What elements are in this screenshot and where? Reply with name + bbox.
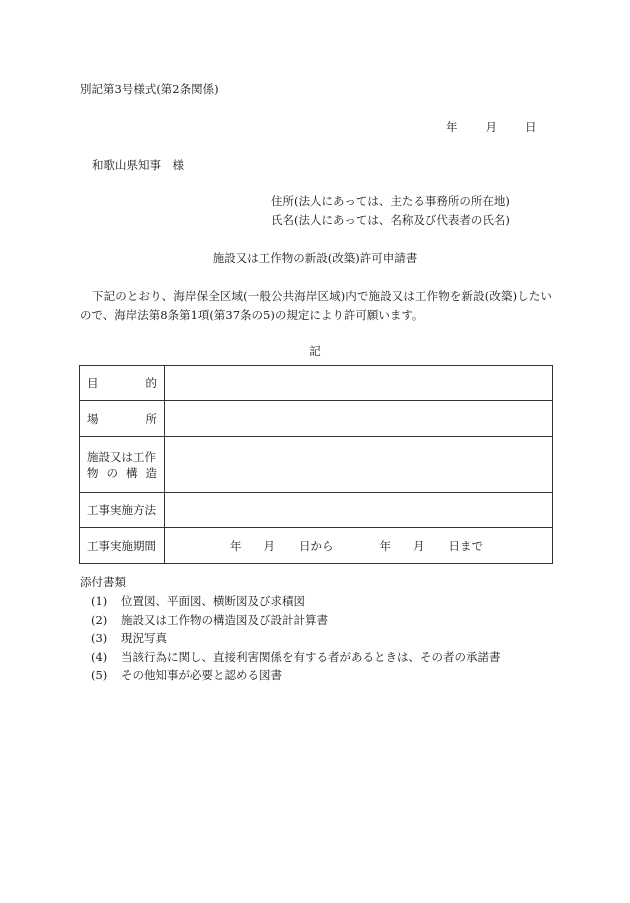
application-table	[79, 365, 553, 564]
date-line	[446, 119, 537, 135]
period-start-year: 年	[230, 538, 242, 553]
list-item: (1) 位置図、平面図、横断図及び求積図	[91, 594, 305, 608]
label-location: 場 所	[80, 401, 165, 437]
document-title: 施設又は工作物の新設(改築)許可申請書	[212, 251, 418, 265]
ki-heading: 記	[309, 344, 321, 358]
table-row-location	[80, 401, 553, 437]
form-number: 別記第3号様式(第2条関係)	[80, 82, 219, 96]
field-purpose[interactable]	[165, 366, 553, 401]
table-row-purpose	[80, 366, 553, 401]
list-item: (4) 当該行為に関し、直接利害関係を有する者があるときは、その者の承諾書	[91, 649, 501, 664]
list-item: (2) 施設又は工作物の構造図及び設計計算書	[91, 612, 328, 627]
field-period[interactable]	[165, 528, 553, 564]
list-item: (3) 現況写真	[91, 631, 167, 645]
period-start-month: 月	[263, 538, 275, 553]
label-method: 工事実施方法	[80, 493, 165, 528]
label-structure: 施設又は工作 物 の 構 造	[80, 437, 165, 493]
field-location[interactable]	[165, 401, 553, 437]
addressee: 和歌山県知事 様	[92, 158, 184, 172]
applicant-name: 氏名(法人にあっては、名称及び代表者の氏名)	[271, 213, 510, 227]
list-item: (5) その他知事が必要と認める図書	[91, 668, 282, 682]
table-row-structure	[80, 437, 553, 493]
period-end-year: 年	[379, 538, 391, 553]
attachments-list	[91, 592, 501, 685]
table-row-method	[80, 493, 553, 528]
label-period: 工事実施期間	[80, 528, 165, 564]
applicant-address: 住所(法人にあっては、主たる事務所の所在地)	[271, 194, 510, 208]
field-method[interactable]	[165, 493, 553, 528]
period-end-month: 月	[413, 538, 425, 553]
field-structure[interactable]	[165, 437, 553, 493]
period-end-day: 日まで	[448, 538, 483, 553]
date-day: 日	[525, 120, 537, 134]
period-start-day: 日から	[299, 538, 334, 553]
attachments-heading: 添付書類	[80, 575, 126, 589]
date-year: 年	[446, 120, 458, 134]
applicant-block	[271, 192, 510, 230]
body-text: 下記のとおり、海岸保全区域(一般公共海岸区域)内で施設又は工作物を新設(改築)したいので、海岸法第8条第1項(第37条の5)の規定により許可願います。	[80, 289, 552, 322]
label-purpose: 目 的	[80, 366, 165, 401]
table-row-period	[80, 528, 553, 564]
date-month: 月	[485, 120, 497, 134]
